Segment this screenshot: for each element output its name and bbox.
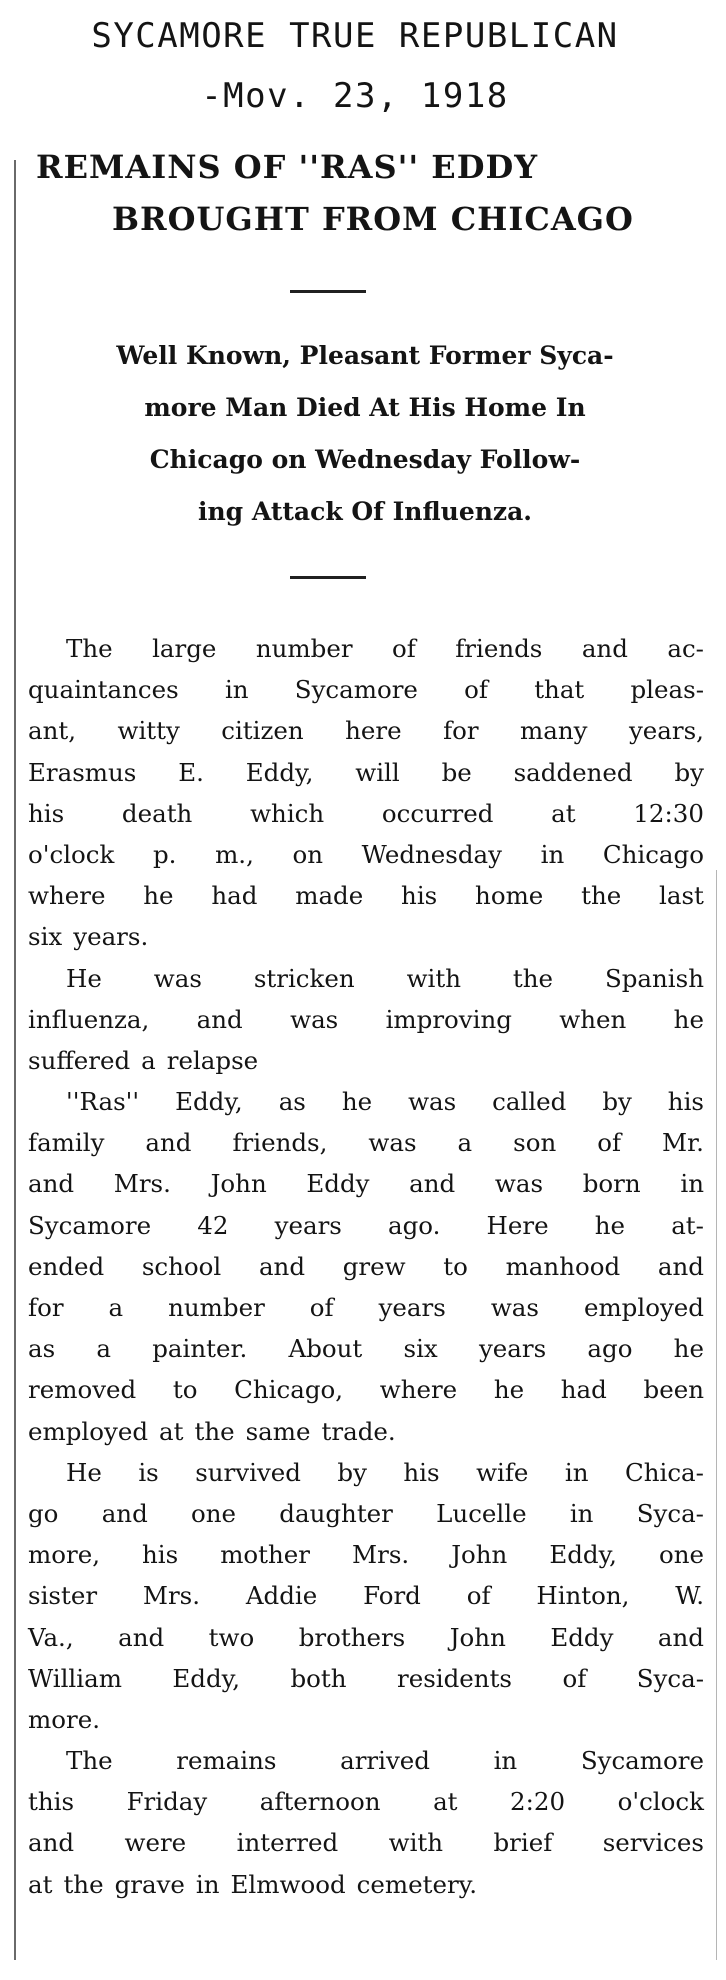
word: Sycamore: [28, 1210, 152, 1240]
article-line: [28, 1246, 704, 1287]
word: Eddy,: [245, 757, 314, 787]
word: Mrs.: [142, 1581, 201, 1611]
word: was: [153, 963, 202, 993]
word: employed: [28, 1416, 149, 1446]
word: been: [643, 1375, 704, 1405]
article-line: [28, 875, 704, 916]
word: that: [534, 675, 585, 705]
word: at: [159, 1416, 184, 1446]
article-line: [28, 793, 704, 834]
word: painter.: [152, 1334, 248, 1364]
word: a: [457, 1128, 473, 1158]
word: and: [28, 1169, 75, 1199]
word: Mrs.: [113, 1169, 171, 1199]
word: Eddy,: [549, 1540, 617, 1570]
word: years.: [73, 922, 149, 952]
word: friends: [455, 634, 543, 663]
word: brief: [493, 1828, 553, 1858]
word: number: [168, 1293, 265, 1322]
word: and: [657, 1622, 704, 1652]
word: 2:20: [510, 1787, 566, 1817]
word: go: [28, 1498, 59, 1528]
word: and: [28, 1828, 75, 1858]
word: About: [288, 1334, 363, 1364]
word: Lucelle: [436, 1498, 527, 1528]
deck-line: Well Known, Pleasant Former Syca-: [116, 341, 614, 370]
word: six: [28, 922, 63, 952]
word: which: [250, 798, 325, 828]
word: William: [28, 1663, 122, 1693]
word: p.: [152, 839, 177, 869]
word: in: [680, 1169, 704, 1199]
word: in: [195, 1869, 220, 1899]
word: both: [290, 1663, 347, 1693]
word: his: [401, 881, 438, 911]
word: The: [66, 634, 113, 663]
word: son: [513, 1128, 557, 1158]
word: m.,: [215, 839, 254, 869]
word: Addie: [245, 1581, 318, 1611]
word: where: [379, 1375, 458, 1405]
word: as: [28, 1334, 56, 1364]
word: he: [143, 881, 174, 911]
word: had: [560, 1375, 607, 1405]
word: by: [337, 1457, 367, 1487]
word: He: [66, 963, 102, 993]
word: Eddy: [306, 1169, 370, 1199]
word: to: [443, 1251, 468, 1281]
word: and: [145, 1128, 192, 1158]
article-line: [28, 1369, 704, 1410]
word: daughter: [279, 1498, 393, 1528]
word: one: [191, 1498, 237, 1528]
word: Va.,: [28, 1622, 74, 1652]
word: citizen: [221, 716, 304, 746]
word: will: [355, 757, 400, 787]
word: Ford: [363, 1581, 421, 1611]
word: his: [403, 1457, 440, 1487]
word: for: [28, 1293, 64, 1322]
article-line: [28, 1822, 704, 1863]
word: 12:30: [633, 798, 704, 828]
word: he: [341, 1087, 373, 1117]
word: ant,: [28, 716, 77, 746]
word: called: [492, 1087, 567, 1117]
word: and: [258, 1251, 306, 1281]
word: of: [597, 1128, 622, 1158]
word: He: [66, 1457, 102, 1487]
article-line: [28, 1864, 704, 1905]
headline-line-2: BROUGHT FROM CHICAGO: [112, 200, 634, 238]
word: he: [673, 1004, 704, 1034]
word: he: [594, 1210, 626, 1240]
word: Syca-: [636, 1498, 704, 1528]
word: at: [433, 1787, 458, 1817]
word: on: [292, 839, 324, 869]
word: was: [408, 1087, 457, 1117]
word: John: [449, 1622, 506, 1652]
word: relapse: [166, 1045, 259, 1075]
word: six: [403, 1334, 438, 1364]
word: of: [466, 1581, 491, 1611]
word: pleas-: [630, 675, 704, 705]
article-line: [28, 958, 704, 999]
word: many: [520, 716, 588, 746]
word: by: [674, 757, 704, 787]
word: Syca-: [636, 1663, 704, 1693]
word: this: [28, 1787, 75, 1817]
word: the: [63, 1869, 104, 1899]
article-line: [28, 999, 704, 1040]
article-line: [28, 1163, 704, 1204]
word: years: [274, 1210, 342, 1240]
word: at-: [671, 1210, 704, 1240]
article-line: [28, 1658, 704, 1699]
word: was: [494, 1169, 544, 1199]
word: one: [658, 1540, 704, 1570]
word: Chica-: [624, 1457, 704, 1487]
word: ''Ras'': [66, 1087, 140, 1117]
word: years: [478, 1334, 547, 1364]
word: made: [295, 881, 364, 911]
article-line: [28, 710, 704, 751]
word: the: [194, 1416, 235, 1446]
word: grew: [342, 1251, 406, 1281]
word: Hinton,: [536, 1581, 630, 1611]
word: and: [101, 1498, 148, 1528]
word: witty: [117, 716, 180, 746]
word: employed: [583, 1293, 704, 1322]
word: Chicago,: [234, 1375, 344, 1405]
word: in: [224, 675, 249, 705]
word: school: [141, 1251, 222, 1281]
word: with: [388, 1828, 444, 1858]
word: o'clock: [617, 1787, 704, 1817]
word: is: [138, 1457, 159, 1487]
word: to: [172, 1375, 198, 1405]
word: afternoon: [259, 1787, 381, 1817]
word: born: [582, 1169, 641, 1199]
word: interred: [236, 1828, 339, 1858]
article-line: [28, 1781, 704, 1822]
word: and: [581, 634, 628, 663]
article-line: [28, 1575, 704, 1616]
word: sister: [28, 1581, 98, 1611]
deck-line: more Man Died At His Home In: [144, 393, 586, 422]
word: of: [562, 1663, 587, 1693]
word: his: [141, 1540, 179, 1570]
word: here: [345, 716, 402, 746]
word: large: [152, 634, 217, 663]
word: Chicago: [602, 839, 704, 869]
word: as: [278, 1087, 306, 1117]
word: was: [490, 1293, 539, 1322]
word: his: [667, 1087, 704, 1117]
word: of: [309, 1293, 334, 1322]
word: Here: [486, 1210, 549, 1240]
word: The: [66, 1746, 113, 1776]
word: with: [406, 963, 461, 993]
word: Mrs.: [352, 1540, 410, 1570]
publication-name: SYCAMORE TRUE REPUBLICAN: [91, 16, 619, 56]
word: remains: [176, 1746, 277, 1776]
word: John: [210, 1169, 267, 1199]
word: arrived: [340, 1746, 430, 1776]
article-line: [28, 1452, 704, 1493]
word: for: [443, 716, 479, 746]
word: be: [441, 757, 472, 787]
article-line: [28, 1287, 704, 1328]
word: removed: [28, 1375, 137, 1405]
word: mother: [220, 1540, 311, 1570]
word: the: [512, 963, 554, 993]
word: years: [378, 1293, 446, 1322]
word: of: [464, 675, 488, 705]
word: more,: [28, 1540, 100, 1570]
deck-line: ing Attack Of Influenza.: [198, 497, 532, 526]
word: where: [28, 881, 106, 911]
word: Erasmus: [28, 757, 137, 787]
word: last: [659, 881, 704, 911]
word: was: [290, 1004, 339, 1034]
word: trade.: [321, 1416, 396, 1446]
article-line: [28, 1205, 704, 1246]
word: his: [28, 798, 65, 828]
article-line: [28, 916, 704, 957]
article-line: [28, 628, 704, 669]
deck-divider: [290, 576, 366, 579]
word: years,: [628, 716, 704, 746]
word: wife: [476, 1457, 529, 1487]
word: and: [196, 1004, 243, 1034]
word: Sycamore: [580, 1746, 704, 1776]
word: had: [211, 881, 258, 911]
article-line: [28, 1699, 704, 1740]
article-body: [28, 628, 704, 1905]
headline-divider: [290, 290, 366, 293]
article-line: [28, 1411, 704, 1452]
word: suffered: [28, 1045, 131, 1075]
word: a: [108, 1293, 124, 1322]
word: W.: [675, 1581, 704, 1611]
article-line: [28, 669, 704, 710]
word: when: [559, 1004, 627, 1034]
word: a: [141, 1045, 156, 1075]
article-line: [28, 1740, 704, 1781]
word: Eddy,: [172, 1663, 241, 1693]
word: occurred: [381, 798, 494, 828]
article-line: [28, 1328, 704, 1369]
word: survived: [195, 1457, 301, 1487]
article-line: [28, 1122, 704, 1163]
word: in: [493, 1746, 518, 1776]
word: services: [602, 1828, 704, 1858]
word: two: [208, 1622, 255, 1652]
word: and: [118, 1622, 165, 1652]
word: ago: [587, 1334, 633, 1364]
word: death: [121, 798, 193, 828]
word: Eddy: [550, 1622, 614, 1652]
word: in: [569, 1498, 594, 1528]
word: saddened: [513, 757, 633, 787]
word: were: [124, 1828, 187, 1858]
word: and: [657, 1251, 704, 1281]
word: in: [540, 839, 565, 869]
word: brothers: [298, 1622, 406, 1652]
word: family: [28, 1128, 105, 1158]
word: number: [255, 634, 353, 663]
word: Eddy,: [175, 1087, 243, 1117]
word: he: [493, 1375, 525, 1405]
article-line: [28, 1493, 704, 1534]
word: by: [602, 1087, 632, 1117]
publication-date: -Mov. 23, 1918: [201, 76, 509, 116]
subheadline-deck: [30, 330, 700, 538]
word: of: [391, 634, 416, 663]
column-rule-right: [716, 870, 717, 1960]
word: grave: [114, 1869, 185, 1899]
article-line: [28, 834, 704, 875]
word: E.: [178, 757, 204, 787]
column-rule-left: [14, 160, 16, 1960]
article-line: [28, 1534, 704, 1575]
word: 42: [197, 1210, 229, 1240]
headline-line-1: REMAINS OF ''RAS'' EDDY: [36, 148, 539, 186]
word: cemetery.: [356, 1869, 478, 1899]
word: quaintances: [28, 675, 179, 705]
word: residents: [397, 1663, 512, 1693]
word: and: [409, 1169, 456, 1199]
word: friends,: [232, 1128, 328, 1158]
article-line: [28, 1081, 704, 1122]
word: Spanish: [604, 963, 704, 993]
word: at: [28, 1869, 53, 1899]
article-line: [28, 1040, 704, 1081]
word: Mr.: [662, 1128, 704, 1158]
word: Elmwood: [230, 1869, 346, 1899]
word: ended: [28, 1251, 105, 1281]
word: more.: [28, 1704, 100, 1734]
word: the: [581, 881, 622, 911]
word: John: [451, 1540, 508, 1570]
word: was: [368, 1128, 417, 1158]
word: influenza,: [28, 1004, 150, 1034]
word: same: [245, 1416, 311, 1446]
word: Sycamore: [294, 675, 418, 705]
word: improving: [385, 1004, 512, 1034]
word: home: [475, 881, 544, 911]
word: a: [96, 1334, 112, 1364]
article-line: [28, 1617, 704, 1658]
word: manhood: [505, 1251, 621, 1281]
article-line: [28, 752, 704, 793]
word: ago.: [388, 1210, 441, 1240]
word: at: [551, 798, 576, 828]
word: Wednesday: [361, 839, 502, 869]
word: o'clock: [28, 839, 115, 869]
word: in: [564, 1457, 589, 1487]
word: Friday: [126, 1787, 208, 1817]
deck-line: Chicago on Wednesday Follow-: [149, 445, 581, 474]
word: ac-: [667, 634, 704, 663]
word: he: [673, 1334, 704, 1364]
word: stricken: [253, 963, 355, 993]
